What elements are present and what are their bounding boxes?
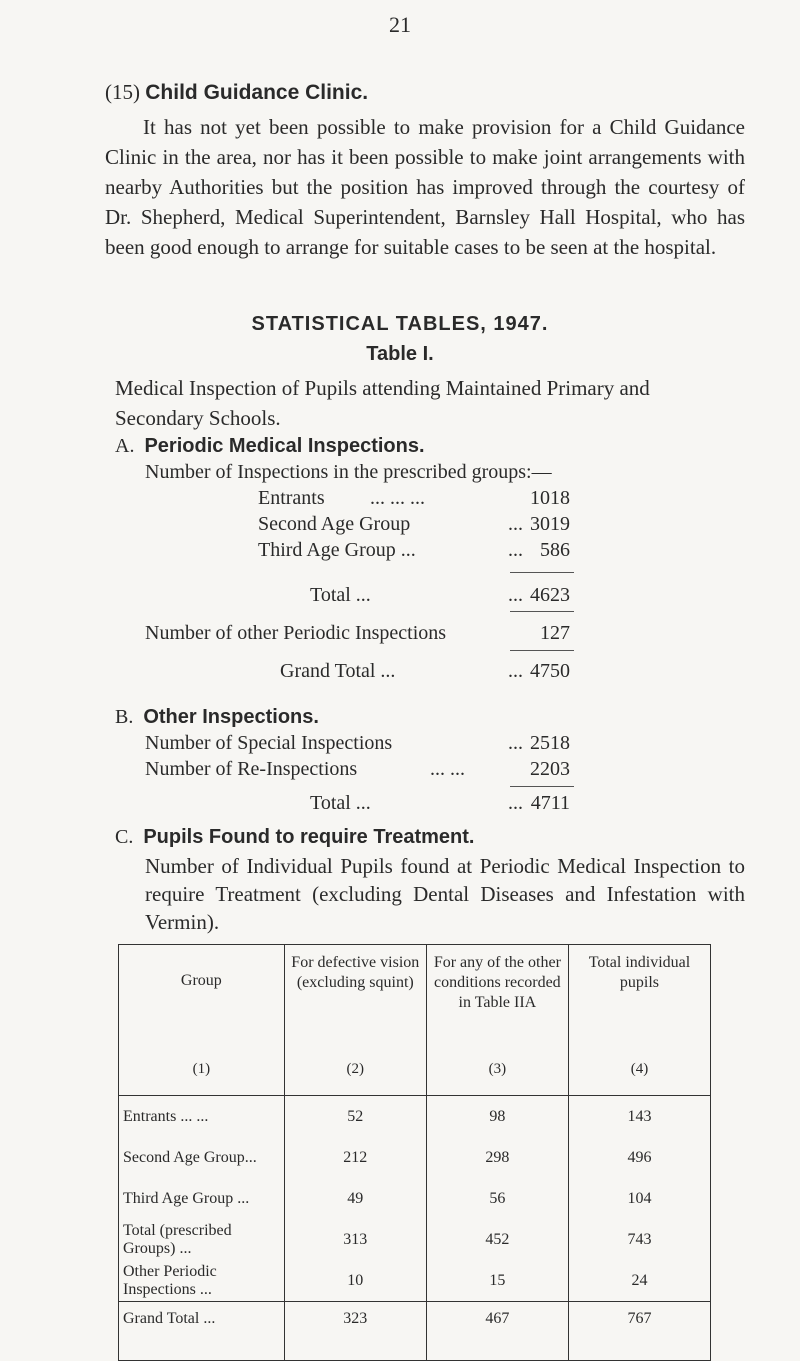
section-a-row-label: Entrants [258,487,325,509]
section-b-total-label: Total ... [310,792,371,814]
section-a-row-value: 1018 [530,487,570,509]
table-1-subtitle-line1: Medical Inspection of Pupils attending Maintained Primary and [115,376,650,400]
section-a-grand-rule [510,650,574,651]
section-a-row-label: Second Age Group [258,513,411,535]
table-row [119,1096,711,1138]
section-a-row-value: 586 [540,539,570,561]
row-group: Second Age Group... [119,1137,285,1178]
col-number: (2) [284,1059,426,1096]
section-a-row-dots: ... ... ... [370,487,425,509]
table-grand-total-row [119,1302,711,1361]
row-total: 743 [568,1219,710,1260]
row-total: 496 [568,1137,710,1178]
section-a-heading [115,435,425,458]
grand-total-total: 767 [568,1302,710,1361]
row-group: Total (prescribed Groups) ... [119,1219,285,1260]
section-a-title: Periodic Medical Inspections. [144,435,425,457]
treatment-table [118,944,711,1361]
row-defective-vision: 10 [284,1260,426,1302]
grand-total-label: Grand Total ... [119,1302,285,1361]
row-total: 104 [568,1178,710,1219]
col-number: (3) [426,1059,568,1096]
section-b-row-dots: ... [508,732,523,754]
section-a-other-value: 127 [540,622,570,644]
row-defective-vision: 52 [284,1096,426,1138]
grand-total-other-conditions: 467 [426,1302,568,1361]
page-number: 21 [389,12,411,37]
section-a-grand-label: Grand Total ... [280,660,396,682]
table-row [119,1219,711,1260]
row-group: Entrants ... ... [119,1096,285,1138]
col-header-defective-vision: For defective vision (excluding squint) [284,945,426,1060]
section-b-heading [115,706,319,729]
row-other-conditions: 452 [426,1219,568,1260]
section-15-heading [105,80,368,105]
col-number: (1) [119,1059,285,1096]
grand-total-defective-vision: 323 [284,1302,426,1361]
section-b-row-label: Number of Special Inspections [145,732,393,754]
row-defective-vision: 49 [284,1178,426,1219]
row-total: 143 [568,1096,710,1138]
row-other-conditions: 15 [426,1260,568,1302]
section-a-total-rule [510,572,574,573]
section-a-row-value: 3019 [530,513,570,535]
section-b-row-dots: ... ... [430,758,465,780]
table-row [119,1178,711,1219]
section-b-letter: B. [115,706,134,728]
section-a-total-value: 4623 [530,584,570,606]
row-other-conditions: 98 [426,1096,568,1138]
section-b-row-value: 2518 [530,732,570,754]
section-b-total-dots: ... [508,792,523,814]
section-a-total-label: Total ... [310,584,371,606]
row-defective-vision: 212 [284,1137,426,1178]
section-c-letter: C. [115,826,134,848]
row-total: 24 [568,1260,710,1302]
col-header-other-conditions: For any of the other conditions recorded in Table IIA [426,945,568,1060]
section-c-title: Pupils Found to require Treatment. [143,826,475,848]
table-1-subtitle-line2: Secondary Schools. [115,406,281,430]
section-a-grand-value: 4750 [530,660,570,682]
row-group: Other Periodic Inspections ... [119,1260,285,1302]
section-a-total-underline [510,611,574,612]
section-a-grand-dots: ... [508,660,523,682]
table-header-row [119,945,711,1060]
row-defective-vision: 313 [284,1219,426,1260]
table-row [119,1260,711,1302]
section-b-row-value: 2203 [530,758,570,780]
section-15-paragraph: It has not yet been possible to make provision for a Child Guidance Clinic in the area, nor has it been possible to make joint arrangements with nearby Authorities but the position has improved through the courtesy of Dr. Shepherd, Medical Superintendent, Barnsley Hall Hospital, who has been good enough to arrange for suitable cases to be seen at the hospital. [105,115,745,259]
table-row [119,1137,711,1178]
section-15-number: (15) [105,80,140,104]
section-a-intro: Number of Inspections in the prescribed groups:— [145,461,552,483]
col-header-total: Total individual pupils [568,945,710,1060]
section-15-title: Child Guidance Clinic. [145,81,369,104]
section-a-other-label: Number of other Periodic Inspections [145,622,447,644]
section-c-heading [115,826,475,849]
row-group: Third Age Group ... [119,1178,285,1219]
section-a-row-dots: ... [508,539,523,561]
section-a-total-dots: ... [508,584,523,606]
statistical-tables-title: STATISTICAL TABLES, 1947. [251,313,549,335]
table-column-number-row [119,1059,711,1096]
section-a-row-label: Third Age Group ... [258,539,416,561]
col-header-group: Group [119,945,285,1060]
section-b-total-rule [510,786,574,787]
section-c-intro: Number of Individual Pupils found at Periodic Medical Inspection to require Treatment (excluding Dental Diseases and Infestation with Vermin). [145,854,745,934]
section-a-row-dots: ... [508,513,523,535]
col-number: (4) [568,1059,710,1096]
section-a-letter: A. [115,435,135,457]
section-b-total-value: 4711 [530,792,570,814]
table-1-subtitle [115,373,735,433]
table-1-title: Table I. [366,343,434,365]
section-b-row-label: Number of Re-Inspections [145,758,358,780]
section-b-title: Other Inspections. [143,706,319,728]
row-other-conditions: 298 [426,1137,568,1178]
row-other-conditions: 56 [426,1178,568,1219]
